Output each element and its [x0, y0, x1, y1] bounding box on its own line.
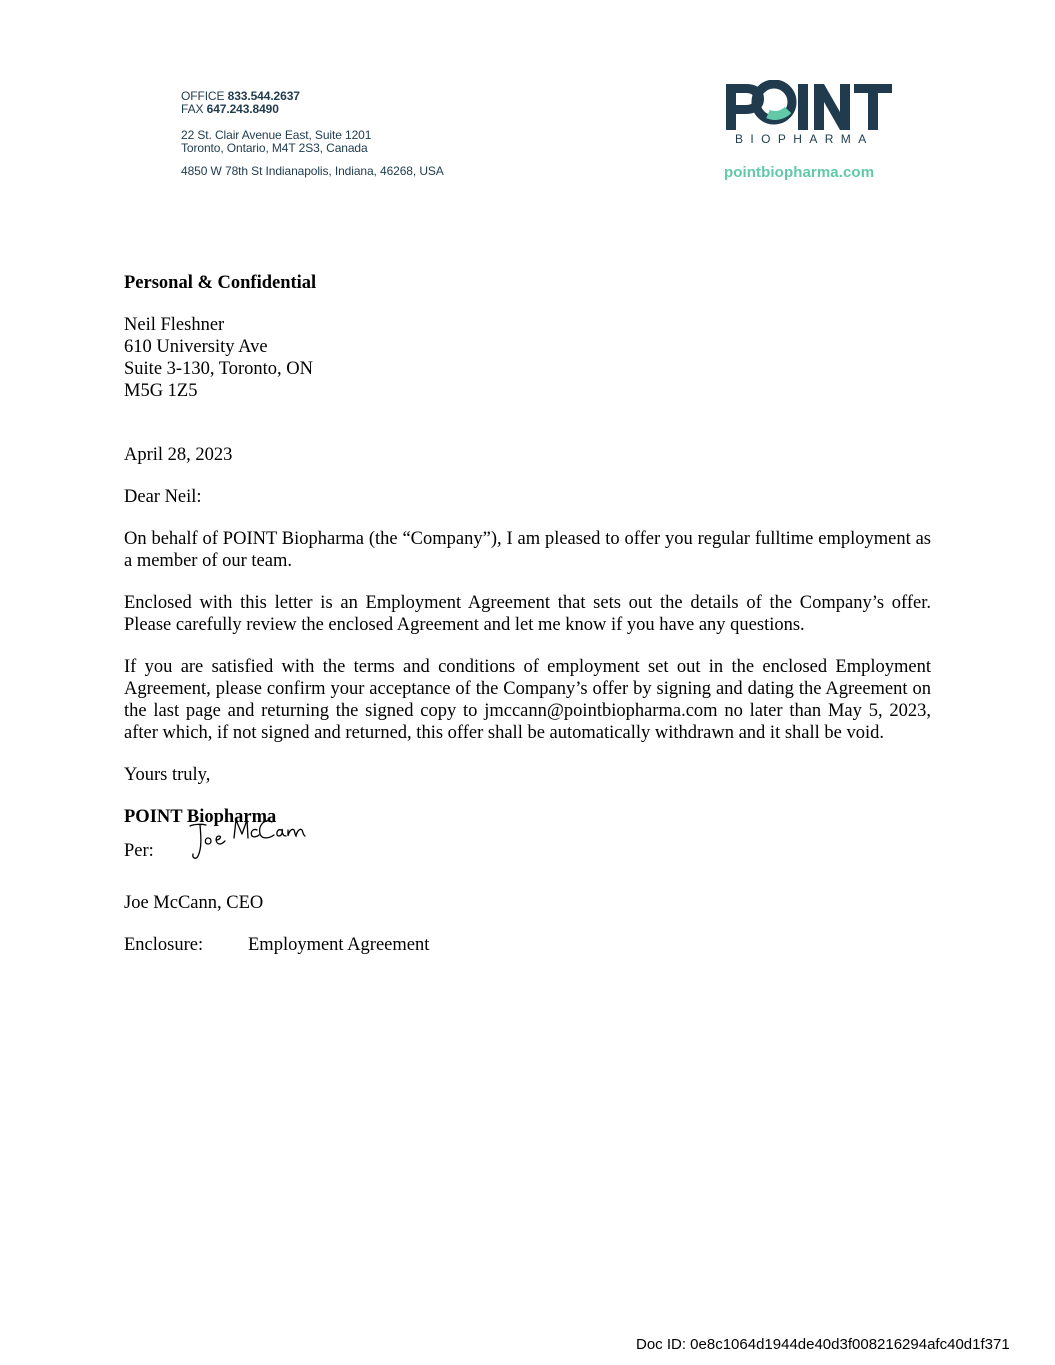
signatory: Joe McCann, CEO: [124, 893, 264, 913]
address-line-2: Toronto, Ontario, M4T 2S3, Canada: [181, 141, 368, 155]
recipient-suite: Suite 3-130, Toronto, ON: [124, 359, 314, 379]
fax-label: FAX: [181, 102, 204, 116]
paragraph-agreement: Enclosed with this letter is an Employment Agreement that sets out the details of the Company’s offer. Please carefully review the enclosed Agreement and let me know if you have any questions.: [124, 593, 931, 635]
paragraph-offer: On behalf of POINT Biopharma (the “Company”), I am pleased to offer you regular fulltime employment as a member of our team.: [124, 529, 931, 571]
fax-phone: 647.243.8490: [206, 102, 279, 116]
point-biopharma-logo: [724, 80, 896, 146]
company-name: POINT Biopharma: [124, 807, 277, 827]
address-line-3: 4850 W 78th St Indianapolis, Indiana, 46268, USA: [181, 164, 444, 178]
recipient-address: [124, 314, 931, 402]
company-website: pointbiopharma.com: [724, 164, 875, 181]
letter-date: April 28, 2023: [124, 445, 233, 465]
office-phone: 833.544.2637: [227, 89, 300, 103]
doc-id: Doc ID: 0e8c1064d1944de40d3f008216294afc40d1f371: [636, 1336, 1010, 1353]
signature-image: [184, 816, 324, 864]
closing: Yours truly,: [124, 765, 211, 785]
recipient-name: Neil Fleshner: [124, 315, 225, 335]
logo-subtext: BIOPHARMA: [735, 132, 874, 146]
letter-body: [124, 272, 931, 956]
letterhead-contact-block: [181, 90, 444, 178]
enclosure-label: Enclosure:: [124, 935, 204, 955]
per-label: Per:: [124, 841, 154, 861]
signature-row: [124, 828, 931, 872]
enclosure-value: Employment Agreement: [248, 935, 430, 955]
office-label: OFFICE: [181, 89, 225, 103]
paragraph-acceptance: If you are satisfied with the terms and conditions of employment set out in the enclosed Employment Agreement, please confirm your acceptance of the Company’s offer by signing and dating the Agreement on the last page and returning the signed copy to jmccann@pointbiopharma.com no later than May 5, 2023, after which, if not signed and returned, this offer shall be automatically withdrawn and it shall be void.: [124, 657, 931, 743]
address-line-1: 22 St. Clair Avenue East, Suite 1201: [181, 128, 372, 142]
enclosure-row: [124, 934, 931, 956]
fax-line: [181, 103, 444, 116]
confidential-heading: Personal & Confidential: [124, 273, 317, 293]
salutation: Dear Neil:: [124, 487, 202, 507]
recipient-postal: M5G 1Z5: [124, 381, 198, 401]
recipient-street: 610 University Ave: [124, 337, 268, 357]
